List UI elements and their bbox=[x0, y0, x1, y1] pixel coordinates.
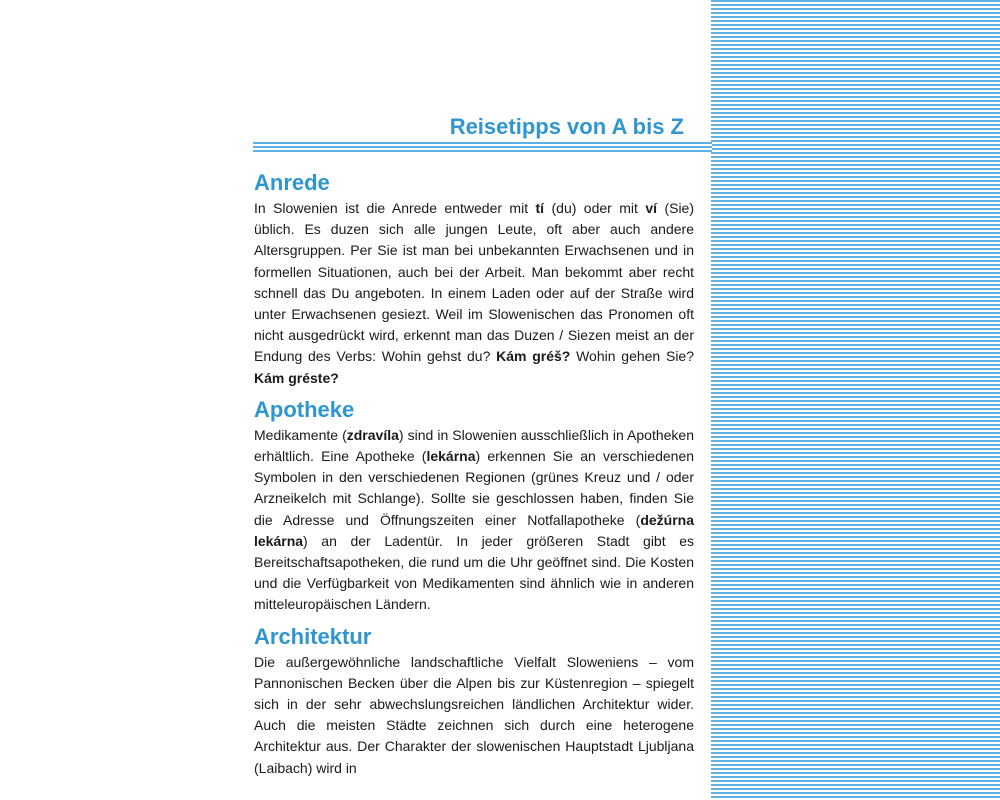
section-paragraph: In Slowenien ist die Anrede entweder mit tí (du) oder mit ví (Sie) üblich. Es duzen sich alle jungen Leute, oft aber auch andere Altersgruppen. Per Sie ist man bei unbekannten Erwachsenen und in formellen Situationen, auch bei der Arbeit. Man bekommt aber recht schnell das Du angeboten. In einem Laden oder auf der Straße wird unter Erwachsenen gesiezt. Weil im Slowenischen das Pronomen oft nicht ausgedrückt wird, erkennt man das Duzen / Siezen meist an der Endung des Verbs: Wohin gehst du? Kám gréš? Wohin gehen Sie? Kám gréste? bbox=[254, 200, 695, 386]
section-anrede bbox=[254, 168, 694, 389]
section-architektur bbox=[254, 622, 694, 779]
section-heading: Architektur bbox=[254, 623, 372, 649]
page-title: Reisetipps von A bis Z bbox=[449, 114, 684, 139]
section-paragraph: Medikamente (zdravíla) sind in Slowenien ausschließlich in Apotheken erhältlich. Eine Apotheke (lekárna) erkennen Sie an verschiedenen Symbolen in den verschiedenen Regionen (grünes Kreuz und / oder Arzneikelch mit Schlange). Sollte sie geschlossen haben, finden Sie die Adresse und Öffnungszeiten einer Notfallapotheke (dežúrna lekárna) an der Ladentür. In jeder größeren Stadt gibt es Bereitschaftsapotheken, die rund um die Uhr geöffnet sind. Die Kosten und die Verfügbarkeit von Medikamenten sind ähnlich wie in anderen mitteleuropäischen Ländern. bbox=[254, 426, 695, 613]
section-paragraph: Die außergewöhnliche landschaftliche Vielfalt Sloweniens – vom Pannonischen Becken über die Alpen bis zur Küstenregion – spiegelt sich in der sehr abwechslungsreichen ländlichen Architektur wider. Auch die meisten Städte zeichnen sich durch eine heterogene Architektur aus. Der Charakter der slowenischen Hauptstadt Ljubljana (Laibach) wird in bbox=[254, 653, 694, 776]
section-heading: Anrede bbox=[254, 170, 330, 195]
article-body bbox=[254, 168, 694, 785]
header-rule-lines bbox=[253, 142, 712, 152]
decorative-stripe-band bbox=[711, 0, 1000, 800]
section-apotheke bbox=[254, 395, 694, 616]
section-heading: Apotheke bbox=[254, 396, 355, 422]
